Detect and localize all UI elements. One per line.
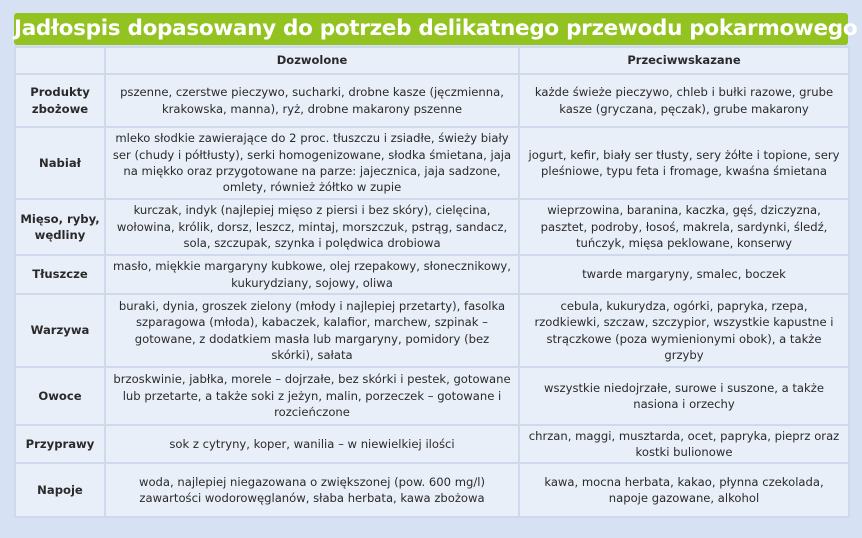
row-forbidden: jogurt, kefir, biały ser tłusty, sery żółte i topione, sery pleśniowe, typu feta i fromage, kwaśna śmietana — [519, 127, 849, 199]
row-category: Tłuszcze — [15, 255, 105, 294]
row-category: Mięso, ryby, wędliny — [15, 199, 105, 255]
row-forbidden: twarde margaryny, smalec, boczek — [519, 255, 849, 294]
row-forbidden: cebula, kukurydza, ogórki, papryka, rzepa, rzodkiewki, szczaw, szczypior, wszystkie kapustne i strączkowe (poza wymienionymi obok), a także grzyby — [519, 294, 849, 367]
table-row — [15, 255, 849, 294]
row-category: Produkty zbożowe — [15, 74, 105, 127]
table-row — [15, 367, 849, 425]
table-row — [15, 74, 849, 127]
row-allowed: buraki, dynia, groszek zielony (młody i najlepiej przetarty), fasolka szparagowa (młoda), kabaczek, kalafior, marchew, szpinak – gotowane, z dodatkiem masła lub margaryny, pomidory (bez skórki), sałata — [105, 294, 519, 367]
row-forbidden: wieprzowina, baranina, kaczka, gęś, dziczyzna, pasztet, podroby, łosoś, makrela, sardynki, śledź, tuńczyk, mięsa peklowane, konserwy — [519, 199, 849, 255]
table-row — [15, 127, 849, 199]
row-category: Warzywa — [15, 294, 105, 367]
row-category: Przyprawy — [15, 425, 105, 463]
row-allowed: sok z cytryny, koper, wanilia – w niewielkiej ilości — [105, 425, 519, 463]
header-category — [15, 47, 105, 74]
row-forbidden: kawa, mocna herbata, kakao, płynna czekolada, napoje gazowane, alkohol — [519, 463, 849, 517]
table-row — [15, 425, 849, 463]
table-row — [15, 294, 849, 367]
row-allowed: brzoskwinie, jabłka, morele – dojrzałe, bez skórki i pestek, gotowane lub przetarte, a także soki z jeżyn, malin, porzeczek – gotowane i rozcieńczone — [105, 367, 519, 425]
row-forbidden: chrzan, maggi, musztarda, ocet, papryka, pieprz oraz kostki bulionowe — [519, 425, 849, 463]
row-allowed: woda, najlepiej niegazowana o zwiększonej (pow. 600 mg/l) zawartości wodorowęglanów, słaba herbata, kawa zbożowa — [105, 463, 519, 517]
row-allowed: masło, miękkie margaryny kubkowe, olej rzepakowy, słonecznikowy, kukurydziany, sojowy, oliwa — [105, 255, 519, 294]
diet-table — [14, 46, 850, 518]
row-forbidden: każde świeże pieczywo, chleb i bułki razowe, grube kasze (gryczana, pęczak), grube makarony — [519, 74, 849, 127]
page-title: Jadłospis dopasowany do potrzeb delikatnego przewodu pokarmowego — [14, 13, 848, 45]
table-row — [15, 199, 849, 255]
row-category: Nabiał — [15, 127, 105, 199]
header-row — [15, 47, 849, 74]
row-category: Napoje — [15, 463, 105, 517]
row-category: Owoce — [15, 367, 105, 425]
row-allowed: kurczak, indyk (najlepiej mięso z piersi i bez skóry), cielęcina, wołowina, królik, dorsz, leszcz, mintaj, morszczuk, pstrąg, sandacz, sola, szczupak, szynka i polędwica drobiowa — [105, 199, 519, 255]
header-forbidden: Przeciwwskazane — [519, 47, 849, 74]
row-allowed: pszenne, czerstwe pieczywo, sucharki, drobne kasze (jęczmienna, krakowska, manna), ryż, drobne makarony pszenne — [105, 74, 519, 127]
row-forbidden: wszystkie niedojrzałe, surowe i suszone, a także nasiona i orzechy — [519, 367, 849, 425]
header-allowed: Dozwolone — [105, 47, 519, 74]
row-allowed: mleko słodkie zawierające do 2 proc. tłuszczu i zsiadłe, świeży biały ser (chudy i półtłusty), serki homogenizowane, słodka śmietana, jaja na miękko oraz przygotowane na parze: jajecznica, jaja sadzone, omlety, również żółtko w zupie — [105, 127, 519, 199]
table-row — [15, 463, 849, 517]
